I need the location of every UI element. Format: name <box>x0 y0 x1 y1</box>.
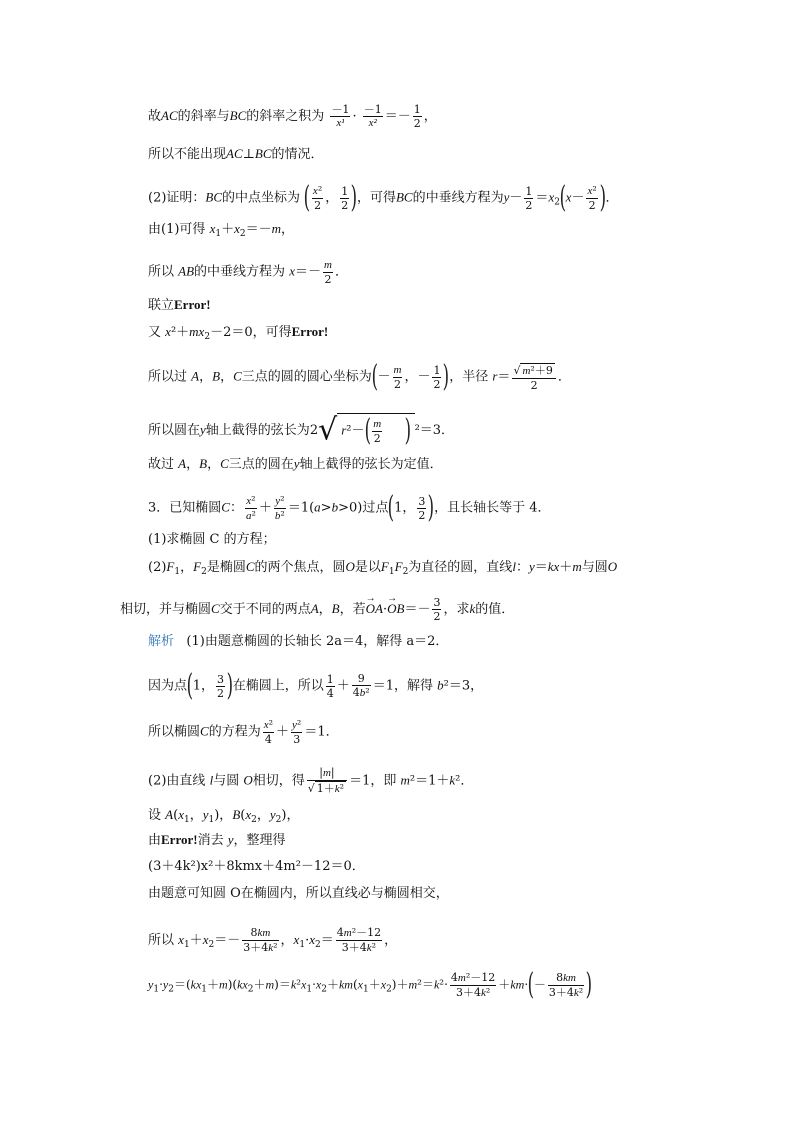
line-22: 由题意可知圆 O在椭圆内，所以直线必与椭圆相交， <box>148 886 449 901</box>
line-4: 由(1)可得 $x_1+x_2=-m$， <box>148 221 295 239</box>
line-5: 所以 AB的中垂线方程为 x＝－ $\frac{m}{2}$ ． <box>148 259 348 286</box>
line-9: 所以圆在y轴上截得的弦长为2√ r²－( $\frac{m}{2}$ ) ²＝3． <box>148 412 455 448</box>
line-6: 联立Error! <box>148 297 211 313</box>
line-7: 又 $x^2+mx_2-2=0$，可得Error! <box>148 324 329 342</box>
line-16: 因为点(1， $\frac{3}{2}$ )在椭圆上，所以 $\frac{1}{4}$ ＋ $\frac{9}{\text{4b²}}$ ＝1，解得 b²＝3， <box>148 668 484 703</box>
line-15: 解析 (1)由题意椭圆的长轴长 2a＝4，解得 a＝2． <box>148 634 449 649</box>
line-17: 所以椭圆C的方程为 $\frac{\text{x²}}{4}$ ＋ $\frac{\text{y²}}{3}$ ＝1． <box>148 718 339 746</box>
line-11: 3．已知椭圆C： $\frac{\text{x²}}{\text{a²}}$ ＋ $\frac{\text{y²}}{\text{b²}}$ ＝1(a>b>0)过点(1， $\frac{3}{2}$ )，且长轴长等于 4． <box>148 490 551 525</box>
line-21: (3＋4k²)x²＋8kmx＋4m²－12＝0． <box>148 859 365 874</box>
line-10: 故过 A，B，C三点的圆在y轴上截得的弦长为定值． <box>148 456 443 472</box>
line-19: 设 $A(x_1$，$y_1$)，$B(x_2$，$y_2$)， <box>148 807 300 825</box>
line-23: 所以 $x_1+x_2=-$ $\frac{8km}{\text{3＋4k²}}$ ，$x_1\cdot x_2=$ $\frac{\text{4m²－12}}{\text{3＋4k²}}$ ， <box>148 926 398 954</box>
line-3: (2)证明：BC的中点坐标为 ( $\frac{\text{x²}}{2}$ ， $\frac{1}{2}$ )，可得BC的中垂线方程为y－ $\frac{1}{2}$ $=x_2(x-$ $\frac{\text{x²}}{2}$ )． <box>148 180 619 215</box>
line-24: $y_1\cdot y_2=(kx_1+m)(kx_2+m)=k^2x_1\cdot x_2+km(x_1+x_2)+m^2=k^2\cdot$ $\frac{\text{4m²－12}}{\text{3＋4k²}}$ ＋km·(－ $\frac{8km}{\text{3＋4k²}}$ ) <box>148 967 593 1002</box>
line-8: 所以过 A，B，C三点的圆的圆心坐标为(－ $\frac{m}{2}$ ，－ $\frac{1}{2}$ )，半径 r＝ $\frac{\text{√ m²＋9}}{2}$ ． <box>148 359 571 394</box>
line-12: (1)求椭圆 C 的方程； <box>148 532 276 547</box>
line-2: 所以不能出现AC⊥BC的情况． <box>148 146 324 162</box>
line-1: 故AC的斜率与BC的斜率之积为 $\frac{-1}{\text{x¹}}$ · $\frac{-1}{\text{x²}}$ ＝－ $\frac{1}{2}$ ， <box>148 103 437 130</box>
line-13: $(2)F_1$，$F_2$是椭圆C的两个焦点，圆O是以$F_1F_2$为直径的圆，直线l：y＝kx＋m与圆O <box>148 559 618 577</box>
line-18: (2)由直线 l与圆 O相切，得 $\frac{|m|}{\text{√ 1＋k²}}$ ＝1，即 m²＝1＋k²． <box>148 766 474 795</box>
line-14: 相切，并与椭圆C交于不同的两点A，B，若→ OA·→ OB＝－ $\frac{3}{2}$ ，求k的值． <box>120 596 514 623</box>
line-20: 由Error!消去 y，整理得 <box>148 832 286 848</box>
jiexi-label: 解析 <box>148 634 175 649</box>
